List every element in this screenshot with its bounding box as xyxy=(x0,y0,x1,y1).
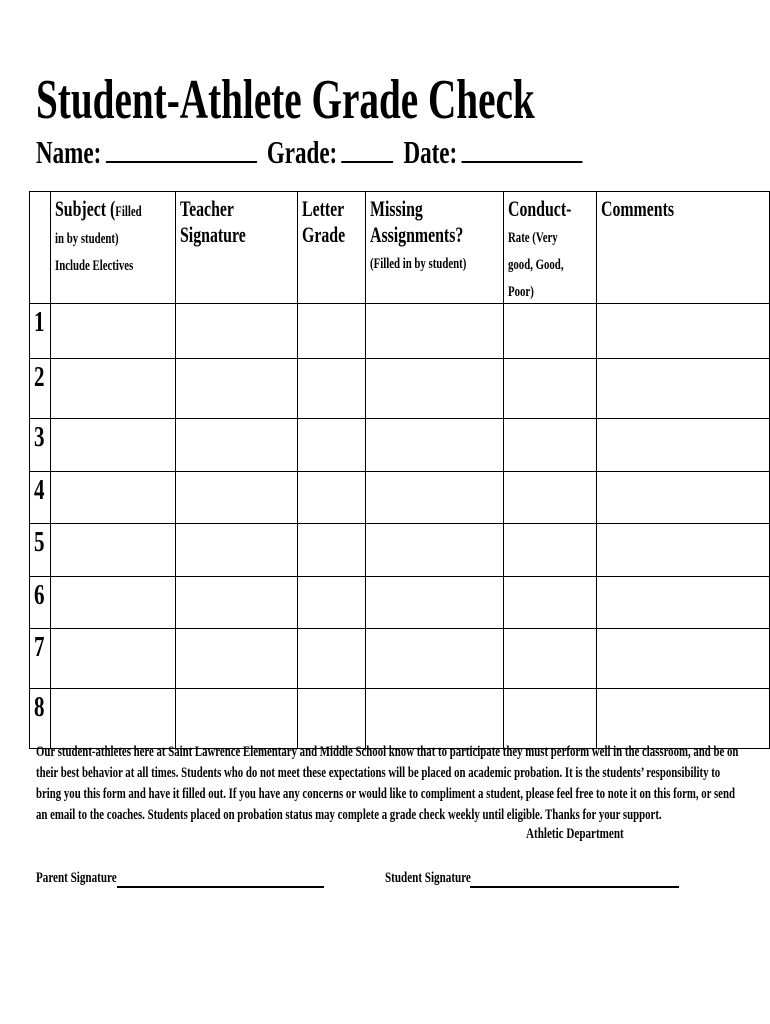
letter-grade-cell[interactable] xyxy=(297,419,365,472)
row-number: 8 xyxy=(30,689,51,749)
row-number: 7 xyxy=(30,629,51,689)
letter-grade-cell[interactable] xyxy=(297,689,365,749)
row-number: 1 xyxy=(30,304,51,359)
row-number: 4 xyxy=(30,472,51,524)
letter-grade-cell[interactable] xyxy=(297,359,365,419)
teacher-signature-cell[interactable] xyxy=(176,419,298,472)
subject-cell[interactable] xyxy=(50,577,175,629)
subject-cell[interactable] xyxy=(50,689,175,749)
athletic-department-label: Athletic Department xyxy=(526,826,624,842)
student-signature-label: Student Signature xyxy=(385,870,471,886)
teacher-signature-cell[interactable] xyxy=(176,577,298,629)
subject-cell[interactable] xyxy=(50,629,175,689)
teacher-signature-cell[interactable] xyxy=(176,472,298,524)
student-signature-line[interactable] xyxy=(470,886,679,888)
header-subject: Subject (Filled in by student) Include Electives xyxy=(50,192,175,304)
table-row xyxy=(30,419,770,472)
letter-grade-cell[interactable] xyxy=(297,629,365,689)
header-conduct: Conduct- Rate (Very good, Good, Poor) xyxy=(504,192,597,304)
missing-assignments-cell[interactable] xyxy=(365,524,504,577)
subject-cell[interactable] xyxy=(50,419,175,472)
conduct-cell[interactable] xyxy=(504,689,597,749)
header-missing-assignments: Missing Assignments? (Filled in by student) xyxy=(365,192,504,304)
table-row xyxy=(30,629,770,689)
missing-assignments-cell[interactable] xyxy=(365,359,504,419)
teacher-signature-cell[interactable] xyxy=(176,359,298,419)
table-row xyxy=(30,359,770,419)
student-info-line xyxy=(36,134,770,170)
subject-cell[interactable] xyxy=(50,524,175,577)
parent-signature-label: Parent Signature xyxy=(36,870,117,886)
comments-cell[interactable] xyxy=(597,472,770,524)
comments-cell[interactable] xyxy=(597,524,770,577)
comments-cell[interactable] xyxy=(597,689,770,749)
conduct-cell[interactable] xyxy=(504,304,597,359)
conduct-cell[interactable] xyxy=(504,419,597,472)
table-header-row xyxy=(30,192,770,304)
subject-cell[interactable] xyxy=(50,472,175,524)
missing-assignments-cell[interactable] xyxy=(365,419,504,472)
row-number: 6 xyxy=(30,577,51,629)
row-number: 5 xyxy=(30,524,51,577)
subject-cell[interactable] xyxy=(50,304,175,359)
letter-grade-cell[interactable] xyxy=(297,577,365,629)
name-field[interactable] xyxy=(106,135,257,163)
grade-field[interactable] xyxy=(342,135,394,163)
date-field[interactable] xyxy=(462,135,583,163)
missing-assignments-cell[interactable] xyxy=(365,629,504,689)
conduct-cell[interactable] xyxy=(504,577,597,629)
subject-cell[interactable] xyxy=(50,359,175,419)
letter-grade-cell[interactable] xyxy=(297,304,365,359)
conduct-cell[interactable] xyxy=(504,524,597,577)
grade-label: Grade: xyxy=(266,134,338,170)
row-number: 3 xyxy=(30,419,51,472)
notice-paragraph: Our student-athletes here at Saint Lawrence Elementary and Middle School know that to participate they must perform well in the classroom, and be on their best behavior at all times. Students who do not meet these expectations will be placed on academic probation. It is the students’ responsibility to bring you this form and have it filled out. If you have any concerns or would like to compliment a student, please feel free to note it on this form, or send an email to the coaches. Students placed on probation status may complete a grade check weekly until eligible. Thanks for your support. xyxy=(36,744,739,823)
header-letter-grade: Letter Grade xyxy=(297,192,365,304)
letter-grade-cell[interactable] xyxy=(297,472,365,524)
teacher-signature-cell[interactable] xyxy=(176,304,298,359)
header-number-cell xyxy=(30,192,51,304)
missing-assignments-cell[interactable] xyxy=(365,472,504,524)
letter-grade-cell[interactable] xyxy=(297,524,365,577)
comments-cell[interactable] xyxy=(597,419,770,472)
table-row xyxy=(30,304,770,359)
table-row xyxy=(30,524,770,577)
missing-assignments-cell[interactable] xyxy=(365,577,504,629)
teacher-signature-cell[interactable] xyxy=(176,629,298,689)
conduct-cell[interactable] xyxy=(504,359,597,419)
page-title: Student-Athlete Grade Check xyxy=(36,69,535,131)
comments-cell[interactable] xyxy=(597,629,770,689)
row-number: 2 xyxy=(30,359,51,419)
table-row xyxy=(30,689,770,749)
comments-cell[interactable] xyxy=(597,577,770,629)
comments-cell[interactable] xyxy=(597,304,770,359)
comments-cell[interactable] xyxy=(597,359,770,419)
missing-assignments-cell[interactable] xyxy=(365,689,504,749)
table-row xyxy=(30,472,770,524)
teacher-signature-cell[interactable] xyxy=(176,689,298,749)
parent-signature-line[interactable] xyxy=(117,886,324,888)
missing-assignments-cell[interactable] xyxy=(365,304,504,359)
date-label: Date: xyxy=(403,134,458,170)
conduct-cell[interactable] xyxy=(504,472,597,524)
table-row xyxy=(30,577,770,629)
teacher-signature-cell[interactable] xyxy=(176,524,298,577)
grade-check-table xyxy=(29,191,770,749)
conduct-cell[interactable] xyxy=(504,629,597,689)
name-label: Name: xyxy=(36,134,102,170)
header-teacher-signature: Teacher Signature xyxy=(176,192,298,304)
header-comments: Comments xyxy=(597,192,770,304)
